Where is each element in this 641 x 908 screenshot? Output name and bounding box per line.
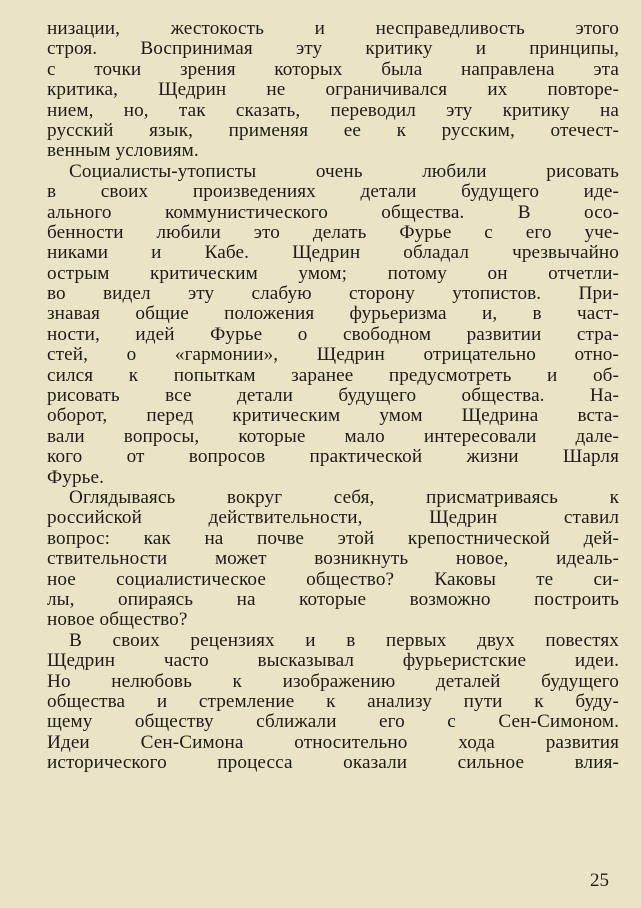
text-line: с точки зрения которых была направлена эта xyxy=(47,58,619,80)
text-line: ности, идей Фурье о свободном развитии стра- xyxy=(47,323,619,345)
text-line: во видел эту слабую сторону утопистов. При- xyxy=(47,283,619,305)
text-line: русский язык, применяя ее к русским, отечест- xyxy=(47,119,619,141)
page-number: 25 xyxy=(590,870,609,891)
text-line: сился к попыткам заранее предусмотреть и об- xyxy=(47,364,619,386)
text-line: щему обществу сближали его с Сен-Симоном. xyxy=(47,711,619,733)
paragraph xyxy=(47,488,619,631)
text-line: В своих рецензиях и в первых двух повестях xyxy=(69,629,619,651)
text-line: лы, опираясь на которые возможно построить xyxy=(47,588,619,610)
text-line: в своих произведениях детали будущего иде- xyxy=(47,181,619,203)
paragraph xyxy=(47,19,619,162)
text-line: оборот, перед критическим умом Щедрина вста- xyxy=(47,405,619,427)
text-line: Но нелюбовь к изображению деталей будущего xyxy=(47,670,619,692)
text-line: Фурье. xyxy=(47,466,105,488)
text-line: стей, о «гармонии», Щедрин отрицательно отно- xyxy=(47,344,619,366)
paragraph xyxy=(47,631,619,774)
text-line: нием, но, так сказать, переводил эту критику на xyxy=(47,99,619,121)
text-line: вопрос: как на почве этой крепостнической дей- xyxy=(47,527,619,549)
text-line: ального коммунистического общества. В осо- xyxy=(47,201,619,223)
text-line: острым критическим умом; потому он отчетли- xyxy=(47,262,619,284)
paragraph xyxy=(47,162,619,488)
text-line: вали вопросы, которые мало интересовали дале- xyxy=(47,425,619,447)
text-line: низации, жестокость и несправедливость этого xyxy=(47,18,619,39)
text-line: критика, Щедрин не ограничивался их повторе- xyxy=(47,79,619,101)
text-line: Идеи Сен-Симона относительно хода развития xyxy=(47,731,619,753)
text-line: ное социалистическое общество? Каковы те си- xyxy=(47,568,619,590)
text-line: кого от вопросов практической жизни Шарля xyxy=(47,446,619,468)
text-line: общества и стремление к анализу пути к буду- xyxy=(47,690,619,712)
text-line: знавая общие положения фурьеризма и, в част- xyxy=(47,303,619,325)
text-line: российской действительности, Щедрин ставил xyxy=(47,507,619,529)
text-line: исторического процесса оказали сильное влия- xyxy=(47,752,619,774)
text-line: Социалисты-утописты очень любили рисовать xyxy=(69,160,619,182)
text-line: бенности любили это делать Фурье с его уче- xyxy=(47,221,619,243)
text-line: ствительности может возникнуть новое, идеаль- xyxy=(47,548,619,570)
text-line: венным условиям. xyxy=(47,140,199,162)
text-line: строя. Воспринимая эту критику и принципы, xyxy=(47,38,619,60)
text-line: рисовать все детали будущего общества. На- xyxy=(47,385,619,407)
text-line: Щедрин часто высказывал фурьеристские идеи. xyxy=(47,650,619,672)
text-line: новое общество? xyxy=(47,609,188,631)
text-line: Оглядываясь вокруг себя, присматриваясь к xyxy=(69,486,619,508)
text-line: никами и Кабе. Щедрин обладал чрезвычайно xyxy=(47,242,619,264)
page-body xyxy=(47,19,619,773)
